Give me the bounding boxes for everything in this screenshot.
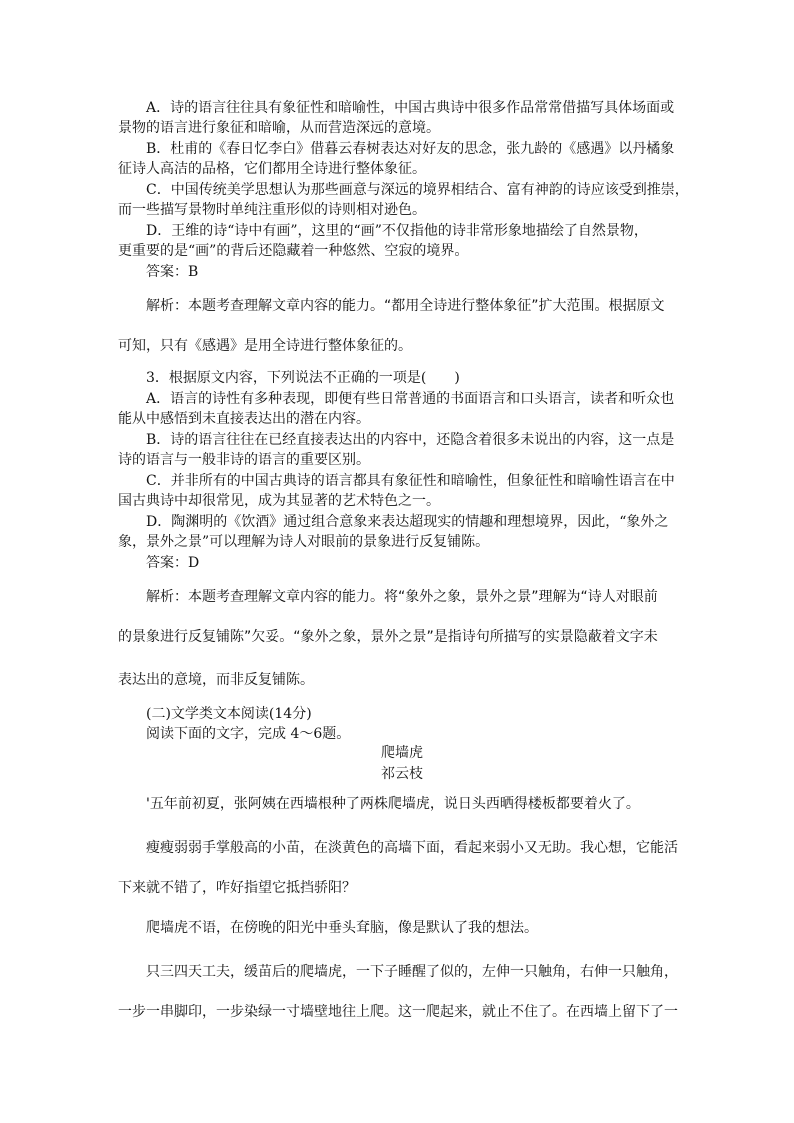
analysis-2-line2: 的景象进行反复铺陈”欠妥。“象外之象，景外之景”是指诗句所描写的实景隐蔽着文字未 <box>118 629 658 645</box>
option-b-line1: B．杜甫的《春日忆李白》借暮云春树表达对好友的思念，张九龄的《感遇》以丹橘象 <box>146 141 675 157</box>
article-title: 爬墙虎 <box>381 745 423 761</box>
answer-d: 答案：D <box>146 555 200 571</box>
analysis-2-line3: 表达出的意境，而非反复铺陈。 <box>118 672 314 688</box>
analysis-1-line2: 可知，只有《感遇》是用全诗进行整体象征的。 <box>118 338 412 354</box>
paragraph-1: '五年前初夏，张阿姨在西墙根种了两株爬墙虎，说日头西晒得楼板都要着火了。 <box>146 796 640 812</box>
option-a-line1: A．诗的语言往往具有象征性和暗喻性，中国古典诗中很多作品常常借描写具体场面或 <box>146 100 675 116</box>
analysis-1-line1: 解析：本题考查理解文章内容的能力。“都用全诗进行整体象征”扩大范围。根据原文 <box>146 298 665 314</box>
question-3: 3．根据原文内容，下列说法不正确的一项是( ) <box>146 370 460 386</box>
option-d-line1: D．王维的诗“诗中有画”，这里的“画”不仅指他的诗非常形象地描绘了自然景物， <box>146 223 648 239</box>
q3-option-a-line2: 能从中感悟到未直接表达出的潜在内容。 <box>118 411 370 427</box>
option-c-line1: C．中国传统美学思想认为那些画意与深远的境界相结合、富有神韵的诗应该受到推崇， <box>146 182 689 198</box>
paragraph-3: 爬墙虎不语，在傍晚的阳光中垂头耷脑，像是默认了我的想法。 <box>146 920 538 936</box>
option-b-line2: 征诗人高洁的品格，它们都用全诗进行整体象征。 <box>118 161 426 177</box>
q3-option-d-line1: D．陶渊明的《饮酒》通过组合意象来表达超现实的情趣和理想境界，因此，“象外之 <box>146 514 669 530</box>
paragraph-2-line2: 下来就不错了，咋好指望它抵挡骄阳？ <box>118 880 356 896</box>
q3-option-b-line2: 诗的语言与一般非诗的语言的重要区别。 <box>118 452 370 468</box>
q3-option-d-line2: 象，景外之景”可以理解为诗人对眼前的景象进行反复铺陈。 <box>118 534 490 550</box>
article-author: 祁云枝 <box>381 766 423 782</box>
option-c-line2: 而一些描写景物时单纯注重形似的诗则相对逊色。 <box>118 202 426 218</box>
paragraph-2-line1: 瘦瘦弱弱手掌般高的小苗，在淡黄色的高墙下面，看起来弱小又无助。我心想，它能活 <box>146 840 678 856</box>
analysis-2-line1: 解析：本题考查理解文章内容的能力。将“象外之象，景外之景”理解为“诗人对眼前 <box>146 589 658 605</box>
q3-option-b-line1: B．诗的语言往往在已经直接表达出的内容中，还隐含着很多未说出的内容，这一点是 <box>146 432 675 448</box>
paragraph-4-line1: 只三四天工夫，缓苗后的爬墙虎，一下子睡醒了似的，左伸一只触角，右伸一只触角， <box>146 964 678 980</box>
option-d-line2: 更重要的是“画”的背后还隐藏着一种悠然、空寂的境界。 <box>118 243 469 259</box>
option-a-line2: 景物的语言进行象征和暗喻，从而营造深远的意境。 <box>118 120 440 136</box>
paragraph-4-line2: 一步一串脚印，一步染绿一寸墙壁地往上爬。这一爬起来，就止不住了。在西墙上留下了一 <box>118 1004 678 1020</box>
q3-option-c-line2: 国古典诗中却很常见，成为其显著的艺术特色之一。 <box>118 493 440 509</box>
section-heading: (二)文学类文本阅读(14分) <box>146 706 312 722</box>
reading-instruction: 阅读下面的文字，完成 4～6题。 <box>146 726 351 742</box>
q3-option-c-line1: C．并非所有的中国古典诗的语言都具有象征性和暗喻性，但象征性和暗喻性语言在中 <box>146 473 675 489</box>
answer-b: 答案：B <box>146 264 199 280</box>
q3-option-a-line1: A．语言的诗性有多种表现，即便有些日常普通的书面语言和口头语言，读者和听众也 <box>146 391 675 407</box>
